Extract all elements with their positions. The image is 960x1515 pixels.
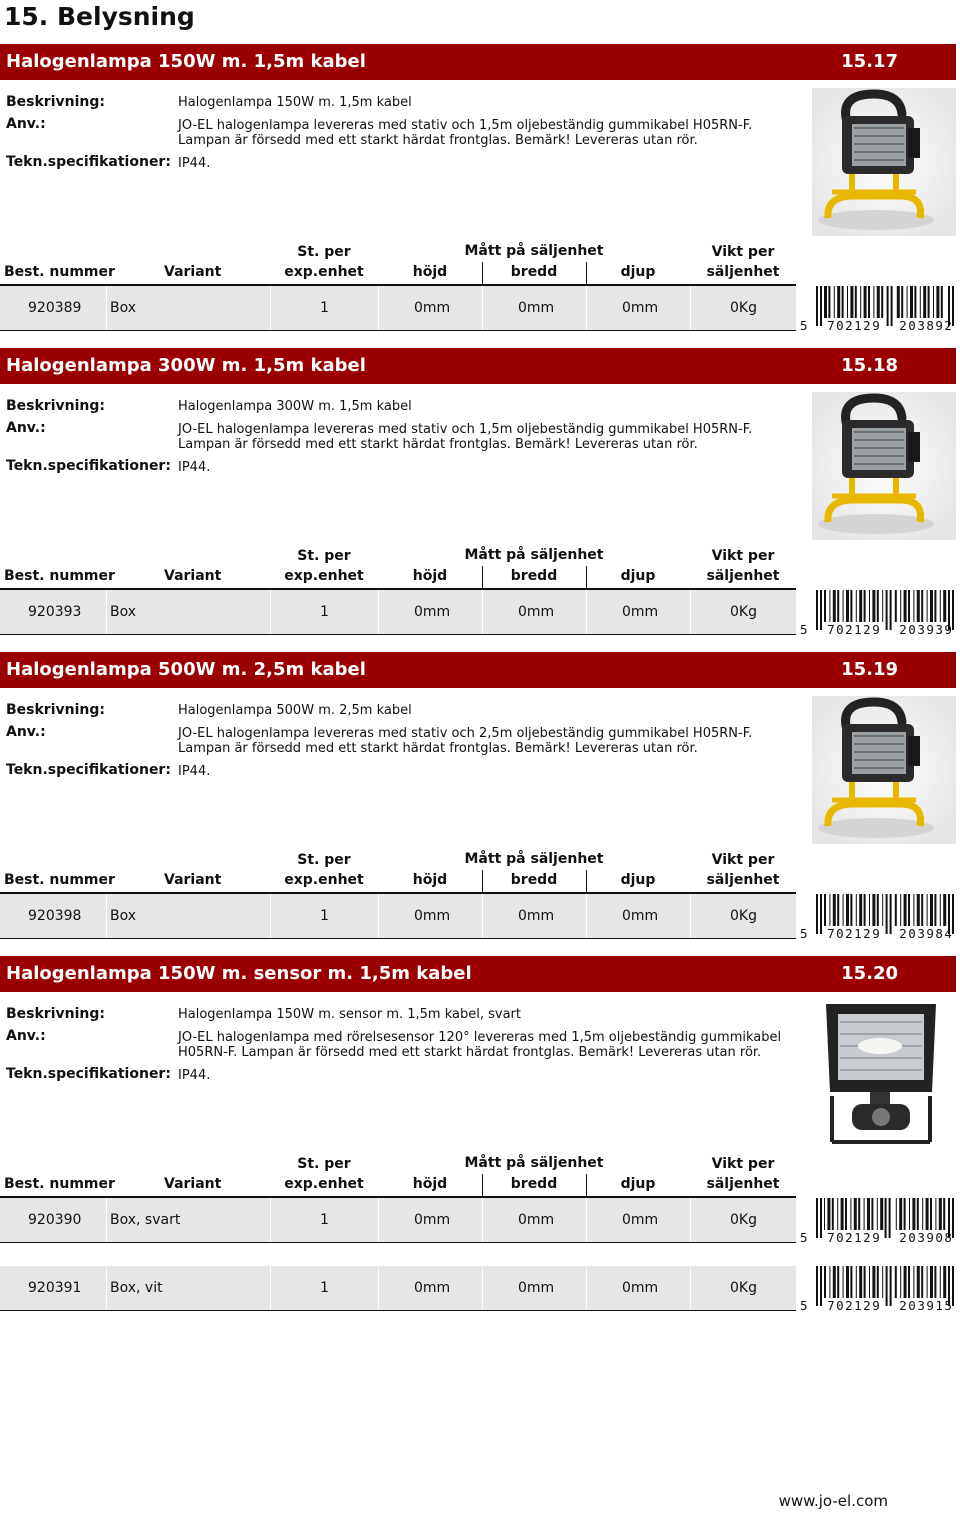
- th-djup: djup: [620, 264, 656, 280]
- th-exp-enhet: exp.enhet: [284, 872, 364, 888]
- cell-djup: 0mm: [622, 604, 659, 620]
- th-variant: Variant: [164, 1176, 222, 1192]
- label-beskrivning: Beskrivning:: [6, 702, 105, 718]
- cell-hojd: 0mm: [414, 908, 451, 924]
- th-saljenhet: säljenhet: [706, 264, 780, 280]
- cell-nummer: 920391: [28, 1280, 82, 1296]
- th-hojd: höjd: [412, 264, 448, 280]
- product-usage: JO-EL halogenlampa med rörelsesensor 120° levereras med 1,5m oljebeständig gummikabel H05RN-F. Lampan är försedd med ett starkt härdat frontglas. Bemärk! Levereras utan rör.: [178, 1030, 782, 1060]
- th-variant: Variant: [164, 568, 222, 584]
- label-tekn: Tekn.specifikationer:: [6, 762, 171, 778]
- th-bredd: bredd: [510, 872, 558, 888]
- label-beskrivning: Beskrivning:: [6, 94, 105, 110]
- cell-vikt: 0Kg: [730, 604, 757, 620]
- th-exp-enhet: exp.enhet: [284, 264, 364, 280]
- cell-nummer: 920398: [28, 908, 82, 924]
- table-row: [0, 590, 796, 635]
- cell-variant: Box: [110, 300, 137, 316]
- th-best-nummer: Best. nummer: [4, 568, 115, 584]
- cell-variant: Box, svart: [110, 1212, 181, 1228]
- label-beskrivning: Beskrivning:: [6, 398, 105, 414]
- cell-st: 1: [320, 908, 329, 924]
- th-best-nummer: Best. nummer: [4, 264, 115, 280]
- th-vikt-per: Vikt per: [711, 1156, 775, 1172]
- th-st-per: St. per: [297, 1156, 351, 1172]
- product-photo: [812, 1000, 956, 1148]
- barcode-digits: 5 702129 203939: [800, 622, 954, 637]
- cell-vikt: 0Kg: [730, 300, 757, 316]
- product-section: [0, 652, 960, 956]
- cell-st: 1: [320, 1212, 329, 1228]
- barcode: [800, 894, 954, 942]
- label-tekn: Tekn.specifikationer:: [6, 458, 171, 474]
- barcode: [800, 1198, 954, 1246]
- th-vikt-per: Vikt per: [711, 548, 775, 564]
- product-description: Halogenlampa 300W m. 1,5m kabel: [178, 399, 412, 414]
- th-hojd: höjd: [412, 872, 448, 888]
- yellow-stand-floodlight-icon: [812, 392, 956, 540]
- label-tekn: Tekn.specifikationer:: [6, 154, 171, 170]
- product-name: Halogenlampa 150W m. 1,5m kabel: [6, 51, 366, 72]
- th-best-nummer: Best. nummer: [4, 872, 115, 888]
- label-anv: Anv.:: [6, 116, 46, 132]
- cell-vikt: 0Kg: [730, 1280, 757, 1296]
- yellow-stand-floodlight-icon: [812, 696, 956, 844]
- cell-nummer: 920389: [28, 300, 82, 316]
- th-st-per: St. per: [297, 852, 351, 868]
- cell-nummer: 920393: [28, 604, 82, 620]
- barcode-digits: 5 702129 203915: [800, 1298, 954, 1313]
- product-photo: [812, 696, 956, 844]
- cell-st: 1: [320, 604, 329, 620]
- barcode: [800, 1266, 954, 1314]
- th-matt: Mått på säljenhet: [464, 547, 604, 563]
- label-anv: Anv.:: [6, 420, 46, 436]
- barcode: [800, 590, 954, 638]
- cell-vikt: 0Kg: [730, 1212, 757, 1228]
- th-matt: Mått på säljenhet: [464, 243, 604, 259]
- th-exp-enhet: exp.enhet: [284, 568, 364, 584]
- cell-bredd: 0mm: [518, 300, 555, 316]
- th-vikt-per: Vikt per: [711, 852, 775, 868]
- th-bredd: bredd: [510, 568, 558, 584]
- product-code: 15.17: [841, 51, 898, 72]
- cell-bredd: 0mm: [518, 604, 555, 620]
- product-description: Halogenlampa 150W m. sensor m. 1,5m kabel, svart: [178, 1007, 521, 1022]
- product-usage: JO-EL halogenlampa levereras med stativ och 1,5m oljebeständig gummikabel H05RN-F. Lampan är försedd med ett starkt härdat frontglas. Bemärk! Levereras utan rör.: [178, 118, 753, 148]
- table-row: [0, 1266, 796, 1311]
- product-header-bar: [0, 652, 956, 688]
- cell-variant: Box, vit: [110, 1280, 163, 1296]
- product-code: 15.20: [841, 963, 898, 984]
- cell-hojd: 0mm: [414, 604, 451, 620]
- barcode: [800, 286, 954, 334]
- label-anv: Anv.:: [6, 724, 46, 740]
- barcode-digits: 5 702129 203892: [800, 318, 954, 333]
- product-spec: IP44.: [178, 460, 211, 475]
- yellow-stand-floodlight-icon: [812, 88, 956, 236]
- th-variant: Variant: [164, 872, 222, 888]
- cell-nummer: 920390: [28, 1212, 82, 1228]
- th-saljenhet: säljenhet: [706, 568, 780, 584]
- product-header-bar: [0, 44, 956, 80]
- footer-url[interactable]: www.jo-el.com: [778, 1492, 888, 1510]
- th-djup: djup: [620, 568, 656, 584]
- cell-bredd: 0mm: [518, 1280, 555, 1296]
- cell-st: 1: [320, 300, 329, 316]
- cell-hojd: 0mm: [414, 1280, 451, 1296]
- cell-djup: 0mm: [622, 1280, 659, 1296]
- cell-variant: Box: [110, 908, 137, 924]
- th-st-per: St. per: [297, 548, 351, 564]
- th-bredd: bredd: [510, 264, 558, 280]
- product-photo: [812, 88, 956, 236]
- cell-djup: 0mm: [622, 300, 659, 316]
- wall-sensor-floodlight-icon: [812, 1000, 956, 1148]
- th-djup: djup: [620, 872, 656, 888]
- cell-djup: 0mm: [622, 908, 659, 924]
- th-hojd: höjd: [412, 568, 448, 584]
- cell-hojd: 0mm: [414, 300, 451, 316]
- product-name: Halogenlampa 500W m. 2,5m kabel: [6, 659, 366, 680]
- product-usage: JO-EL halogenlampa levereras med stativ och 2,5m oljebeständig gummikabel H05RN-F. Lampan är försedd med ett starkt härdat frontglas. Bemärk! Levereras utan rör.: [178, 726, 753, 756]
- product-name: Halogenlampa 300W m. 1,5m kabel: [6, 355, 366, 376]
- cell-vikt: 0Kg: [730, 908, 757, 924]
- th-vikt-per: Vikt per: [711, 244, 775, 260]
- product-section: [0, 956, 960, 1313]
- th-st-per: St. per: [297, 244, 351, 260]
- product-code: 15.19: [841, 659, 898, 680]
- product-section: [0, 44, 960, 348]
- label-tekn: Tekn.specifikationer:: [6, 1066, 171, 1082]
- table-row: [0, 286, 796, 331]
- product-section: [0, 348, 960, 652]
- product-header-bar: [0, 956, 956, 992]
- th-bredd: bredd: [510, 1176, 558, 1192]
- barcode-digits: 5 702129 203984: [800, 926, 954, 941]
- th-exp-enhet: exp.enhet: [284, 1176, 364, 1192]
- cell-st: 1: [320, 1280, 329, 1296]
- product-photo: [812, 392, 956, 540]
- product-spec: IP44.: [178, 764, 211, 779]
- product-spec: IP44.: [178, 156, 211, 171]
- cell-bredd: 0mm: [518, 908, 555, 924]
- product-code: 15.18: [841, 355, 898, 376]
- th-saljenhet: säljenhet: [706, 1176, 780, 1192]
- label-beskrivning: Beskrivning:: [6, 1006, 105, 1022]
- th-djup: djup: [620, 1176, 656, 1192]
- cell-bredd: 0mm: [518, 1212, 555, 1228]
- product-description: Halogenlampa 500W m. 2,5m kabel: [178, 703, 412, 718]
- table-row: [0, 894, 796, 939]
- th-matt: Mått på säljenhet: [464, 851, 604, 867]
- cell-hojd: 0mm: [414, 1212, 451, 1228]
- product-name: Halogenlampa 150W m. sensor m. 1,5m kabel: [6, 963, 472, 984]
- th-hojd: höjd: [412, 1176, 448, 1192]
- cell-variant: Box: [110, 604, 137, 620]
- product-header-bar: [0, 348, 956, 384]
- product-usage: JO-EL halogenlampa levereras med stativ och 1,5m oljebeständig gummikabel H05RN-F. Lampan är försedd med ett starkt härdat frontglas. Bemärk! Levereras utan rör.: [178, 422, 753, 452]
- table-row: [0, 1198, 796, 1243]
- product-spec: IP44.: [178, 1068, 211, 1083]
- product-description: Halogenlampa 150W m. 1,5m kabel: [178, 95, 412, 110]
- th-matt: Mått på säljenhet: [464, 1155, 604, 1171]
- page-title: 15. Belysning: [4, 2, 195, 31]
- th-variant: Variant: [164, 264, 222, 280]
- th-best-nummer: Best. nummer: [4, 1176, 115, 1192]
- label-anv: Anv.:: [6, 1028, 46, 1044]
- cell-djup: 0mm: [622, 1212, 659, 1228]
- th-saljenhet: säljenhet: [706, 872, 780, 888]
- barcode-digits: 5 702129 203908: [800, 1230, 954, 1245]
